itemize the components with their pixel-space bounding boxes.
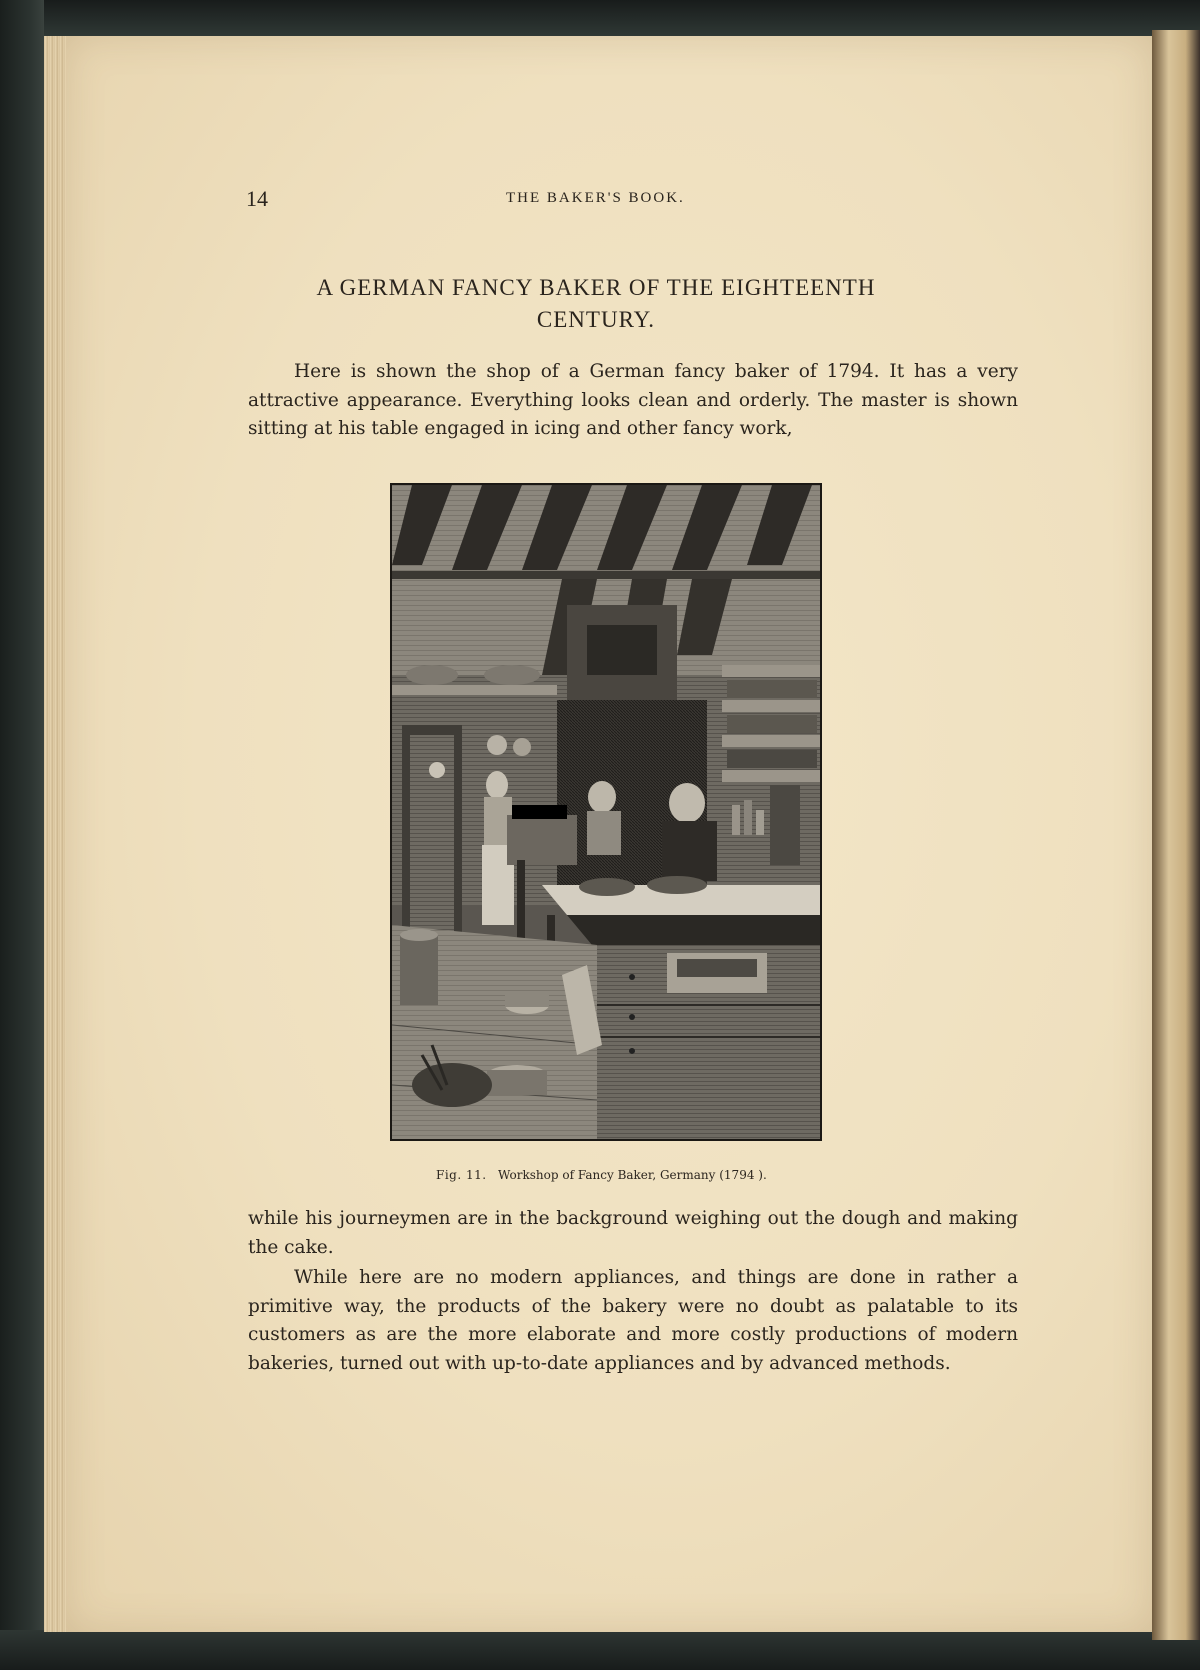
paragraph-3 xyxy=(248,1264,1018,1378)
paragraph-1-text: Here is shown the shop of a German fancy baker of 1794. It has a very attractive appearance. Everything looks clean and orderly. The master is shown sitting at his table engaged in icing and other fancy work, xyxy=(248,361,1018,439)
figure-caption-text: Workshop of Fancy Baker, Germany (1794 ). xyxy=(498,1168,767,1182)
paragraph-1 xyxy=(248,358,1018,444)
section-heading-line-1: A GERMAN FANCY BAKER OF THE EIGHTEENTH xyxy=(316,275,876,300)
book-cover-bottom xyxy=(0,1630,1200,1670)
book-gutter xyxy=(1152,30,1200,1640)
figure-number: Fig. 11. xyxy=(436,1168,487,1182)
section-heading-line-2: CENTURY. xyxy=(536,307,656,332)
page-number: 14 xyxy=(246,186,268,211)
engraving-frame xyxy=(390,483,822,1141)
figure-illustration xyxy=(390,483,822,1141)
section-heading xyxy=(266,272,926,336)
book-cover-top xyxy=(0,0,1200,36)
page-edges xyxy=(44,36,66,1632)
paragraph-2: while his journeymen are in the background weighing out the dough and making the cake. xyxy=(248,1208,1018,1258)
bakery-workshop-engraving xyxy=(392,485,820,1139)
running-head xyxy=(246,186,886,216)
paragraph-3-text: While here are no modern appliances, and things are done in rather a primitive way, the products of the bakery were no doubt as palatable to its customers as are the more elaborate and more costly productions of modern bakeries, turned out with up-to-date appliances and by advanced methods. xyxy=(248,1267,1018,1374)
book-cover-left xyxy=(0,0,44,1670)
book-title: THE BAKER'S BOOK. xyxy=(506,190,685,206)
book-page xyxy=(66,36,1152,1632)
figure-caption xyxy=(436,1168,896,1182)
